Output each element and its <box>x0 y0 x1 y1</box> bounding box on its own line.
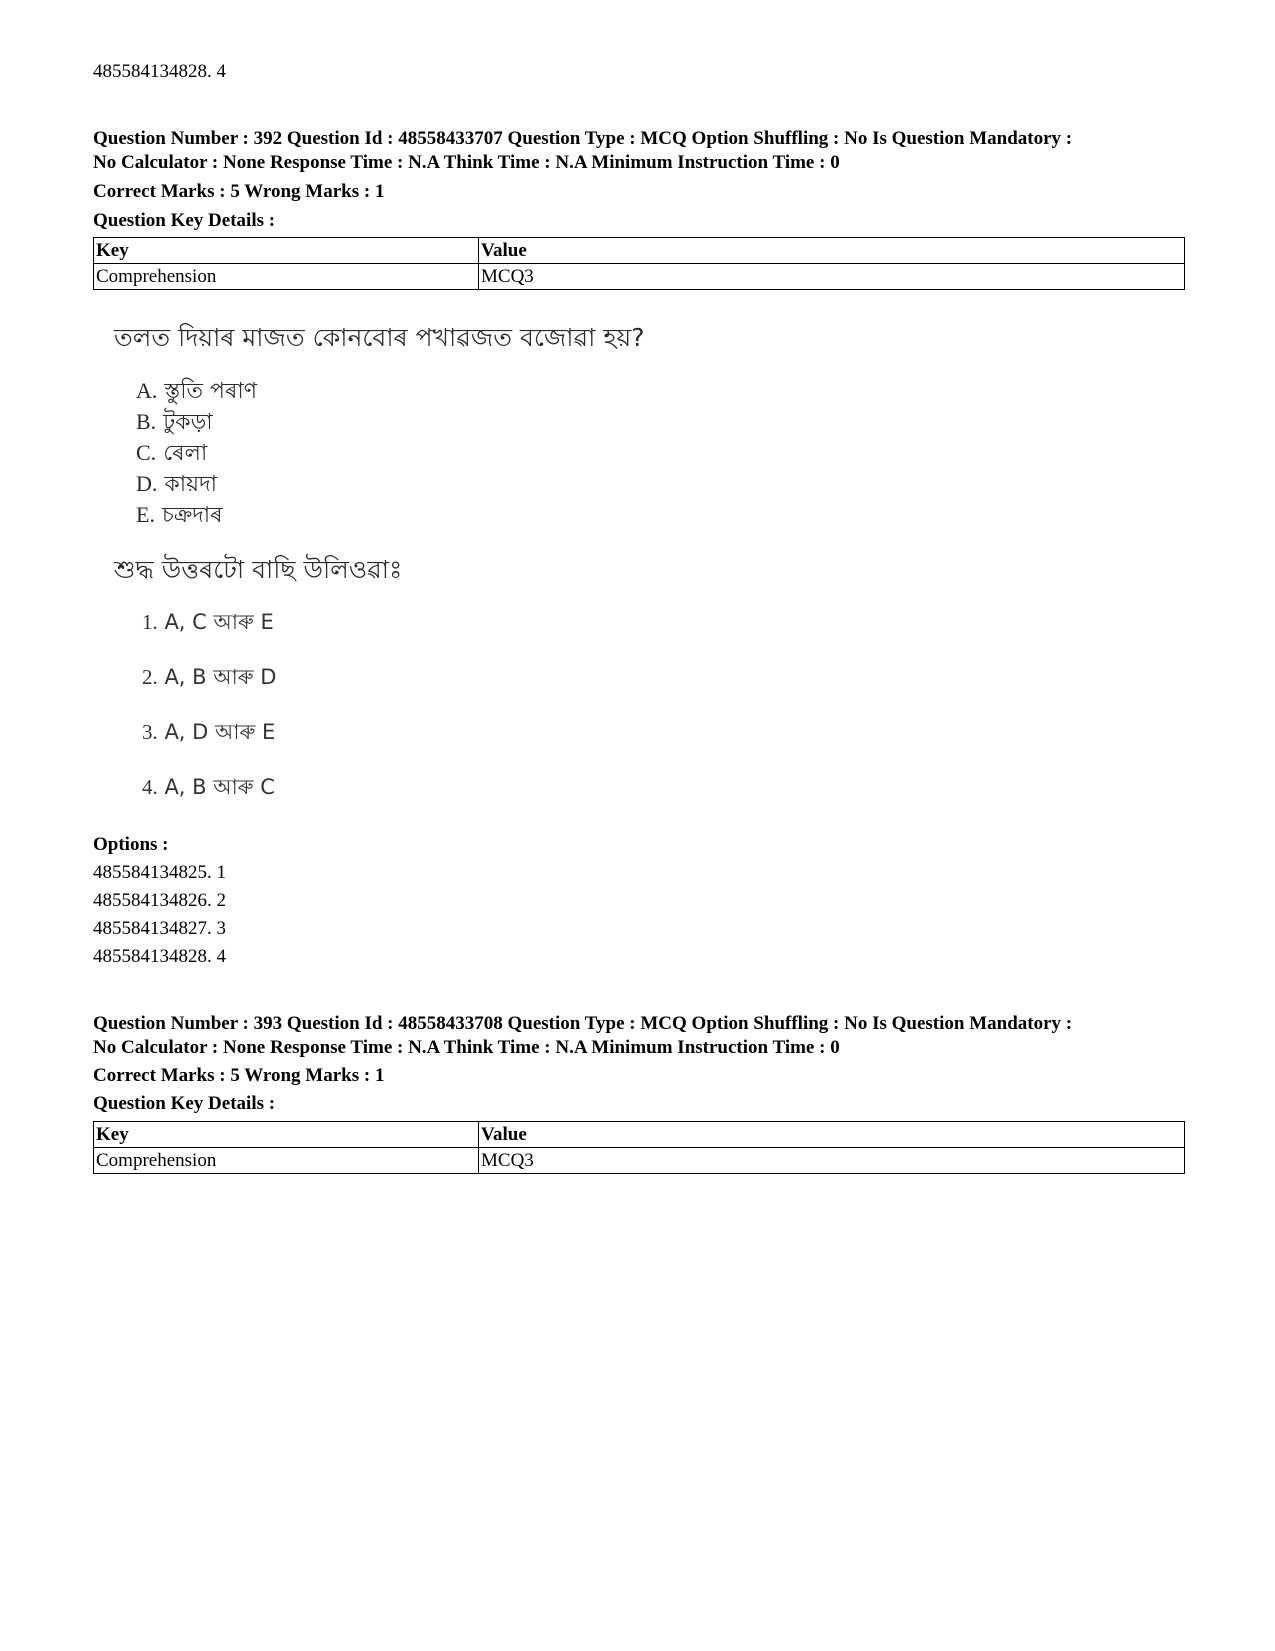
q392-header-line1: Question Number : 392 Question Id : 48558433707 Question Type : MCQ Option Shuffling : No Is Question Mandatory : <box>93 128 1073 149</box>
choice-3: 3. A, D আৰু E <box>142 720 276 744</box>
key-cell: Comprehension <box>94 264 479 290</box>
key-cell: Comprehension <box>94 1148 479 1174</box>
q392-marks: Correct Marks : 5 Wrong Marks : 1 <box>93 181 385 202</box>
q393-header-line2: No Calculator : None Response Time : N.A Think Time : N.A Minimum Instruction Time : 0 <box>93 1037 840 1058</box>
previous-option-line: 485584134828. 4 <box>93 61 226 82</box>
options-label: Options : <box>93 834 169 855</box>
table-row <box>94 264 1185 290</box>
question-image <box>108 318 668 818</box>
q392-key-details-label: Question Key Details : <box>93 210 276 231</box>
statement-c: C. ৰেলা <box>136 440 208 466</box>
q392-key-details-table <box>93 237 1185 290</box>
statement-a: A. স্তুতি পৰাণ <box>136 378 258 404</box>
statement-b: B. টুকড়া <box>136 409 213 435</box>
key-header: Key <box>94 238 479 264</box>
value-header: Value <box>479 238 1185 264</box>
question-text: তলত দিয়াৰ মাজত কোনবোৰ পখাৱজত বজোৱা হয়? <box>114 323 645 352</box>
option-line: 485584134825. 1 <box>93 862 226 883</box>
value-cell: MCQ3 <box>479 1148 1185 1174</box>
table-header-row <box>94 238 1185 264</box>
choice-2: 2. A, B আৰু D <box>142 665 277 689</box>
choice-4: 4. A, B আৰু C <box>142 775 275 799</box>
table-header-row <box>94 1122 1185 1148</box>
value-cell: MCQ3 <box>479 264 1185 290</box>
value-header: Value <box>479 1122 1185 1148</box>
option-line: 485584134826. 2 <box>93 890 226 911</box>
statement-e: E. চক্ৰদাৰ <box>136 502 223 528</box>
q393-key-details-table <box>93 1121 1185 1174</box>
key-header: Key <box>94 1122 479 1148</box>
table-row <box>94 1148 1185 1174</box>
option-line: 485584134827. 3 <box>93 918 226 939</box>
q392-header-line2: No Calculator : None Response Time : N.A Think Time : N.A Minimum Instruction Time : 0 <box>93 152 840 173</box>
q393-header-line1: Question Number : 393 Question Id : 48558433708 Question Type : MCQ Option Shuffling : No Is Question Mandatory : <box>93 1013 1073 1034</box>
statement-d: D. কায়দা <box>136 471 218 497</box>
instruction-text: শুদ্ধ উত্তৰটো বাছি উলিওৱাঃ <box>114 555 403 584</box>
q393-key-details-label: Question Key Details : <box>93 1093 276 1114</box>
choice-1: 1. A, C আৰু E <box>142 610 274 634</box>
option-line: 485584134828. 4 <box>93 946 226 967</box>
q393-marks: Correct Marks : 5 Wrong Marks : 1 <box>93 1065 385 1086</box>
